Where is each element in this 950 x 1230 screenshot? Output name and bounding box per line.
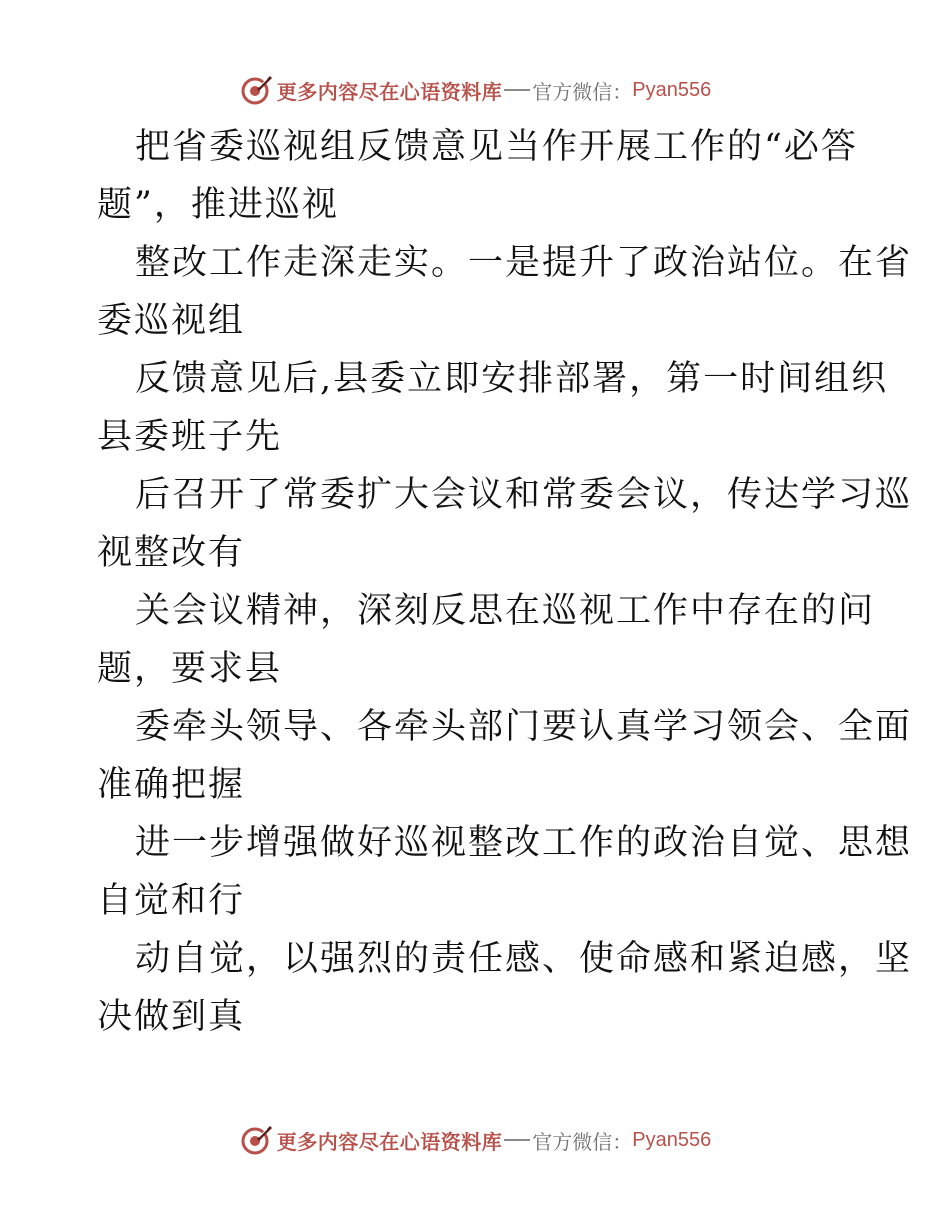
text-line: 委巡视组 — [97, 301, 246, 341]
footer-banner — [0, 1120, 950, 1160]
banner-wechat-id: Pyan556 — [632, 78, 712, 101]
text-line: 关会议精神，深刻反思在巡视工作中存在的问 — [135, 591, 876, 631]
text-line: 县委班子先 — [97, 417, 283, 457]
pen-nib-logo-icon — [239, 1123, 273, 1157]
banner-official-label: 官方微信： — [532, 1129, 633, 1154]
text-line: 动自觉，以强烈的责任感、使命感和紧迫感，坚 — [135, 939, 913, 979]
banner-dash — [504, 1139, 530, 1141]
document-body — [97, 118, 913, 1046]
banner-slogan: 更多内容尽在心语资料库 — [276, 1129, 503, 1154]
banner-wechat-id: Pyan556 — [632, 1128, 712, 1151]
text-line: 后召开了常委扩大会议和常委会议，传达学习巡 — [135, 475, 913, 515]
header-banner — [0, 70, 950, 110]
text-line: 委牵头领导、各牵头部门要认真学习领会、全面 — [135, 707, 913, 747]
text-line: 决做到真 — [97, 997, 246, 1037]
text-line: 视整改有 — [97, 533, 246, 573]
text-line: 准确把握 — [97, 765, 246, 805]
text-line: 反馈意见后,县委立即安排部署，第一时间组织 — [135, 359, 889, 399]
pen-nib-logo-icon — [239, 73, 273, 107]
text-line: 题，要求县 — [97, 649, 283, 689]
text-line: 进一步增强做好巡视整改工作的政治自觉、思想 — [135, 823, 913, 863]
banner-dash — [504, 89, 530, 91]
text-line: 自觉和行 — [97, 881, 246, 921]
banner-slogan: 更多内容尽在心语资料库 — [276, 79, 503, 104]
text-line: 题”，推进巡视 — [97, 185, 339, 225]
text-line: 把省委巡视组反馈意见当作开展工作的“必答 — [135, 127, 858, 167]
text-line: 整改工作走深走实。一是提升了政治站位。在省 — [135, 243, 913, 283]
banner-official-label: 官方微信： — [532, 79, 633, 104]
